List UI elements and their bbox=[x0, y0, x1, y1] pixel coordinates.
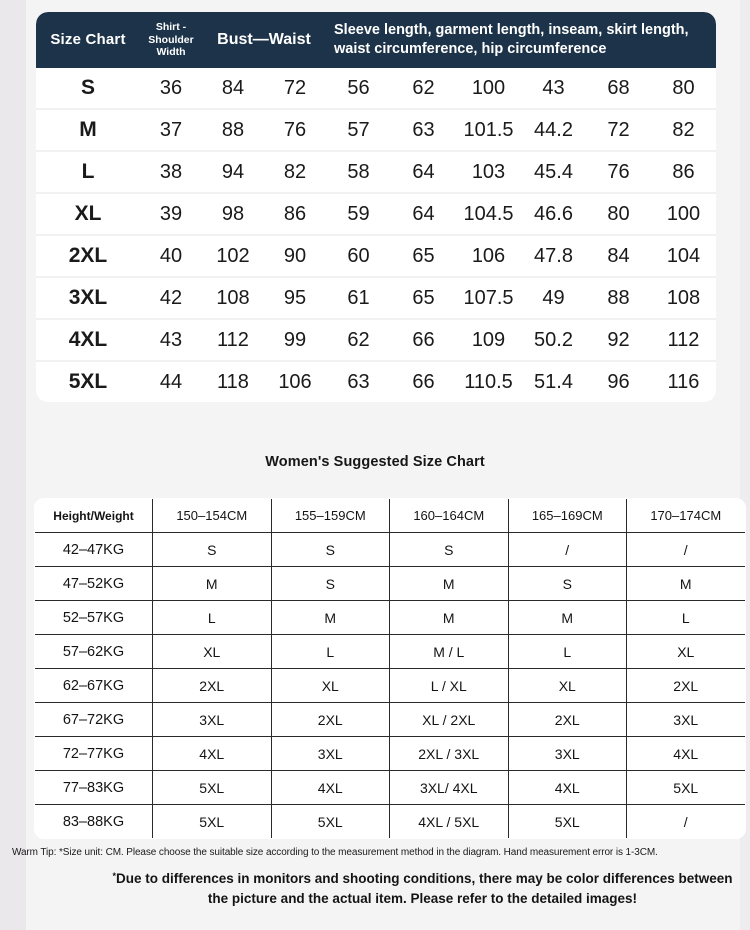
measurement-cell: 109 bbox=[456, 319, 521, 361]
measurement-cell: 108 bbox=[202, 277, 264, 319]
suggested-size-cell: / bbox=[627, 533, 746, 567]
measurement-cell: 88 bbox=[586, 277, 651, 319]
suggested-size-cell: 5XL bbox=[153, 771, 272, 805]
measurement-cell: 96 bbox=[586, 361, 651, 402]
measurement-cell: 103 bbox=[456, 151, 521, 193]
measurement-cell: 43 bbox=[140, 319, 202, 361]
measurement-cell: 65 bbox=[391, 235, 456, 277]
measurement-cell: 60 bbox=[326, 235, 391, 277]
suggested-size-cell: M bbox=[271, 601, 390, 635]
suggested-size-cell: S bbox=[153, 533, 272, 567]
suggested-size-cell: 5XL bbox=[508, 805, 627, 839]
table-row bbox=[36, 235, 716, 277]
table-row bbox=[35, 737, 746, 771]
size-label-cell: 4XL bbox=[36, 319, 140, 361]
suggested-size-cell: XL bbox=[508, 669, 627, 703]
measurement-cell: 72 bbox=[264, 68, 326, 109]
suggested-size-cell: 3XL bbox=[627, 703, 746, 737]
measurement-cell: 49 bbox=[521, 277, 586, 319]
suggested-size-cell: L bbox=[153, 601, 272, 635]
measurement-cell: 80 bbox=[651, 68, 716, 109]
measurement-cell: 37 bbox=[140, 109, 202, 151]
header-height-range: 150–154CM bbox=[153, 499, 272, 533]
suggested-size-cell: 2XL bbox=[153, 669, 272, 703]
measurement-cell: 57 bbox=[326, 109, 391, 151]
suggested-size-cell: L bbox=[627, 601, 746, 635]
suggested-table-head bbox=[35, 499, 746, 533]
measurement-cell: 62 bbox=[391, 68, 456, 109]
color-difference-text: Due to differences in monitors and shooting conditions, there may be color differences between the picture and the actual item. Please refer to the detailed images! bbox=[115, 871, 733, 906]
suggested-size-cell: 2XL bbox=[627, 669, 746, 703]
suggested-header-row bbox=[35, 499, 746, 533]
measurement-cell: 36 bbox=[140, 68, 202, 109]
suggested-chart-title: Women's Suggested Size Chart bbox=[265, 454, 485, 470]
suggested-size-cell: S bbox=[271, 533, 390, 567]
weight-range-cell: 72–77KG bbox=[35, 737, 153, 771]
measurement-cell: 102 bbox=[202, 235, 264, 277]
table-row bbox=[36, 193, 716, 235]
color-difference-note bbox=[105, 869, 740, 908]
suggested-size-cell: XL bbox=[271, 669, 390, 703]
table-row bbox=[36, 319, 716, 361]
measurement-cell: 99 bbox=[264, 319, 326, 361]
weight-range-cell: 62–67KG bbox=[35, 669, 153, 703]
suggested-size-cell: 2XL bbox=[271, 703, 390, 737]
header-height-range: 165–169CM bbox=[508, 499, 627, 533]
measurement-cell: 62 bbox=[326, 319, 391, 361]
suggested-size-cell: 2XL bbox=[508, 703, 627, 737]
suggested-size-cell: 3XL bbox=[271, 737, 390, 771]
table-row bbox=[36, 151, 716, 193]
header-height-range: 170–174CM bbox=[627, 499, 746, 533]
measurement-cell: 61 bbox=[326, 277, 391, 319]
measurement-cell: 51.4 bbox=[521, 361, 586, 402]
measurement-cell: 44 bbox=[140, 361, 202, 402]
measurement-cell: 38 bbox=[140, 151, 202, 193]
header-size-chart: Size Chart bbox=[36, 12, 140, 68]
table-row bbox=[36, 109, 716, 151]
size-label-cell: 3XL bbox=[36, 277, 140, 319]
weight-range-cell: 52–57KG bbox=[35, 601, 153, 635]
measurement-cell: 106 bbox=[264, 361, 326, 402]
measurement-cell: 104.5 bbox=[456, 193, 521, 235]
measurement-cell: 86 bbox=[651, 151, 716, 193]
measurement-cell: 101.5 bbox=[456, 109, 521, 151]
size-label-cell: M bbox=[36, 109, 140, 151]
suggested-size-cell: 5XL bbox=[153, 805, 272, 839]
size-label-cell: XL bbox=[36, 193, 140, 235]
suggested-size-cell: XL / 2XL bbox=[390, 703, 509, 737]
measurement-cell: 58 bbox=[326, 151, 391, 193]
measurement-cell: 82 bbox=[651, 109, 716, 151]
measurement-cell: 72 bbox=[586, 109, 651, 151]
suggested-size-cell: S bbox=[271, 567, 390, 601]
measurement-cell: 47.8 bbox=[521, 235, 586, 277]
measurement-cell: 59 bbox=[326, 193, 391, 235]
measurement-cell: 80 bbox=[586, 193, 651, 235]
measurement-cell: 112 bbox=[651, 319, 716, 361]
measurement-cell: 100 bbox=[651, 193, 716, 235]
measurement-cell: 44.2 bbox=[521, 109, 586, 151]
measurement-cell: 56 bbox=[326, 68, 391, 109]
suggested-size-chart bbox=[34, 498, 722, 839]
weight-range-cell: 83–88KG bbox=[35, 805, 153, 839]
suggested-size-cell: L / XL bbox=[390, 669, 509, 703]
measurement-cell: 86 bbox=[264, 193, 326, 235]
suggested-size-cell: M bbox=[390, 567, 509, 601]
measurement-size-chart bbox=[36, 12, 716, 402]
table-row bbox=[35, 805, 746, 839]
measurement-cell: 42 bbox=[140, 277, 202, 319]
suggested-size-cell: 4XL / 5XL bbox=[390, 805, 509, 839]
measurement-cell: 66 bbox=[391, 361, 456, 402]
measurement-cell: 50.2 bbox=[521, 319, 586, 361]
header-other-measures: Sleeve length, garment length, inseam, skirt length, waist circumference, hip circumference bbox=[326, 12, 716, 68]
suggested-size-cell: M / L bbox=[390, 635, 509, 669]
table-row bbox=[35, 533, 746, 567]
measurement-cell: 98 bbox=[202, 193, 264, 235]
measurement-table-body bbox=[36, 68, 716, 402]
measurement-cell: 88 bbox=[202, 109, 264, 151]
measurement-table-head bbox=[36, 12, 716, 68]
measurement-cell: 65 bbox=[391, 277, 456, 319]
measurement-cell: 84 bbox=[586, 235, 651, 277]
header-height-range: 160–164CM bbox=[390, 499, 509, 533]
table-row bbox=[35, 635, 746, 669]
suggested-size-cell: 4XL bbox=[271, 771, 390, 805]
table-row bbox=[35, 567, 746, 601]
suggested-table-body bbox=[35, 533, 746, 839]
warm-tip-note: Warm Tip: *Size unit: CM. Please choose the suitable size according to the measurement method in the diagram. Hand measurement error is 1-3CM. bbox=[12, 847, 658, 858]
suggested-size-cell: S bbox=[508, 567, 627, 601]
suggested-table bbox=[34, 498, 746, 839]
measurement-cell: 68 bbox=[586, 68, 651, 109]
size-label-cell: L bbox=[36, 151, 140, 193]
note-asterisk: * bbox=[112, 871, 116, 881]
measurement-cell: 94 bbox=[202, 151, 264, 193]
suggested-size-cell: L bbox=[508, 635, 627, 669]
table-row bbox=[35, 703, 746, 737]
suggested-size-cell: L bbox=[271, 635, 390, 669]
suggested-size-cell: S bbox=[390, 533, 509, 567]
suggested-size-cell: / bbox=[627, 805, 746, 839]
weight-range-cell: 42–47KG bbox=[35, 533, 153, 567]
measurement-cell: 100 bbox=[456, 68, 521, 109]
measurement-cell: 82 bbox=[264, 151, 326, 193]
measurement-cell: 43 bbox=[521, 68, 586, 109]
suggested-size-cell: 5XL bbox=[627, 771, 746, 805]
measurement-table bbox=[36, 12, 716, 402]
measurement-cell: 104 bbox=[651, 235, 716, 277]
header-height-range: 155–159CM bbox=[271, 499, 390, 533]
measurement-cell: 108 bbox=[651, 277, 716, 319]
suggested-size-cell: 2XL / 3XL bbox=[390, 737, 509, 771]
measurement-cell: 64 bbox=[391, 151, 456, 193]
header-height-weight: Height/Weight bbox=[35, 499, 153, 533]
suggested-size-cell: M bbox=[153, 567, 272, 601]
measurement-cell: 110.5 bbox=[456, 361, 521, 402]
weight-range-cell: 57–62KG bbox=[35, 635, 153, 669]
table-row bbox=[36, 361, 716, 402]
suggested-size-cell: 3XL/ 4XL bbox=[390, 771, 509, 805]
table-row bbox=[35, 669, 746, 703]
suggested-size-cell: M bbox=[508, 601, 627, 635]
measurement-cell: 46.6 bbox=[521, 193, 586, 235]
suggested-size-cell: 3XL bbox=[508, 737, 627, 771]
size-label-cell: S bbox=[36, 68, 140, 109]
measurement-cell: 76 bbox=[586, 151, 651, 193]
measurement-cell: 84 bbox=[202, 68, 264, 109]
table-row bbox=[36, 68, 716, 109]
suggested-size-cell: 5XL bbox=[271, 805, 390, 839]
suggested-size-cell: 4XL bbox=[153, 737, 272, 771]
measurement-cell: 112 bbox=[202, 319, 264, 361]
weight-range-cell: 47–52KG bbox=[35, 567, 153, 601]
measurement-cell: 90 bbox=[264, 235, 326, 277]
measurement-cell: 116 bbox=[651, 361, 716, 402]
measurement-cell: 95 bbox=[264, 277, 326, 319]
measurement-cell: 66 bbox=[391, 319, 456, 361]
measurement-cell: 63 bbox=[391, 109, 456, 151]
suggested-size-cell: XL bbox=[153, 635, 272, 669]
weight-range-cell: 77–83KG bbox=[35, 771, 153, 805]
size-label-cell: 5XL bbox=[36, 361, 140, 402]
measurement-cell: 63 bbox=[326, 361, 391, 402]
size-label-cell: 2XL bbox=[36, 235, 140, 277]
suggested-size-cell: 4XL bbox=[627, 737, 746, 771]
suggested-size-cell: M bbox=[627, 567, 746, 601]
measurement-header-row bbox=[36, 12, 716, 68]
measurement-cell: 45.4 bbox=[521, 151, 586, 193]
header-shoulder-width: Shirt - Shoulder Width bbox=[140, 12, 202, 68]
table-row bbox=[36, 277, 716, 319]
measurement-cell: 107.5 bbox=[456, 277, 521, 319]
suggested-size-cell: 4XL bbox=[508, 771, 627, 805]
header-bust-waist: Bust—Waist bbox=[202, 12, 326, 68]
table-row bbox=[35, 601, 746, 635]
measurement-cell: 106 bbox=[456, 235, 521, 277]
suggested-size-cell: M bbox=[390, 601, 509, 635]
suggested-size-cell: XL bbox=[627, 635, 746, 669]
measurement-cell: 40 bbox=[140, 235, 202, 277]
suggested-size-cell: / bbox=[508, 533, 627, 567]
suggested-size-cell: 3XL bbox=[153, 703, 272, 737]
weight-range-cell: 67–72KG bbox=[35, 703, 153, 737]
measurement-cell: 118 bbox=[202, 361, 264, 402]
measurement-cell: 64 bbox=[391, 193, 456, 235]
measurement-cell: 39 bbox=[140, 193, 202, 235]
measurement-cell: 92 bbox=[586, 319, 651, 361]
table-row bbox=[35, 771, 746, 805]
measurement-cell: 76 bbox=[264, 109, 326, 151]
